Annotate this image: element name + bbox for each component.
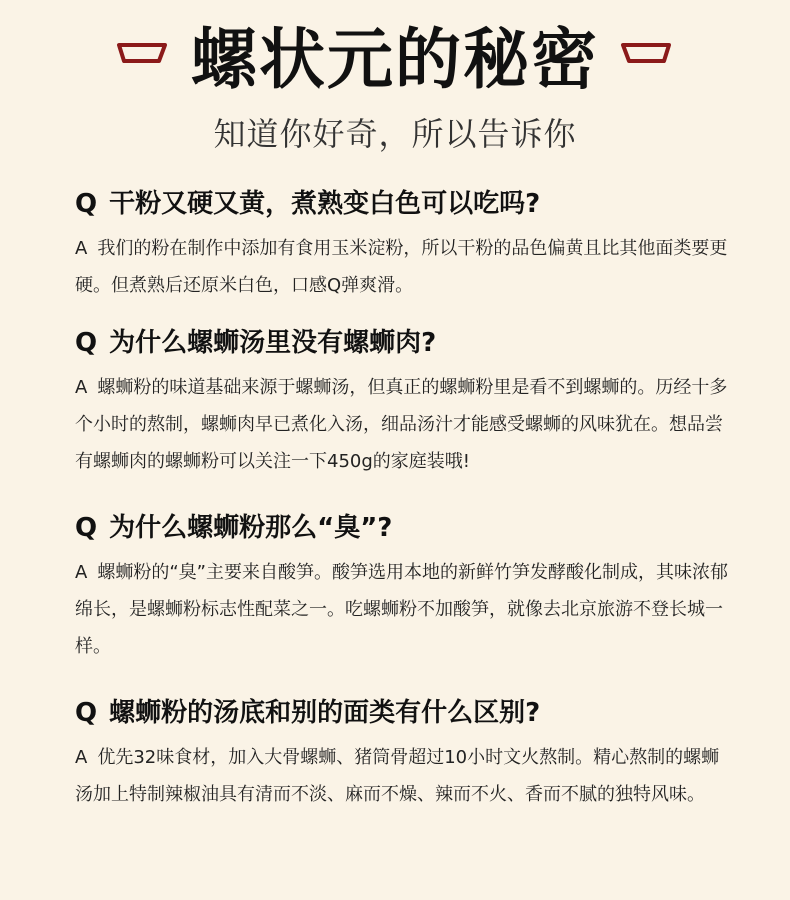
answer <box>75 369 735 480</box>
answer-marker: A <box>75 377 88 398</box>
answer-text: 螺蛳粉的味道基础来源于螺蛳汤，但真正的螺蛳粉里是看不到螺蛳的。历经十多个小时的熬制，螺蛳肉早已煮化入汤，细品汤汁才能感受螺蛳的风味犹在。想品尝有螺蛳肉的螺蛳粉可以关注一下450g的家庭装哦! <box>75 377 728 472</box>
right-ribbon-icon <box>620 40 672 66</box>
answer <box>75 739 735 813</box>
question <box>75 510 735 546</box>
answer-marker: A <box>75 747 88 768</box>
question-text: 为什么螺蛳粉那么“臭”? <box>109 513 393 543</box>
answer-text: 螺蛳粉的“臭”主要来自酸笋。酸笋选用本地的新鲜竹笋发酵酸化制成，其味浓郁绵长，是螺蛳粉标志性配菜之一。吃螺蛳粉不加酸笋，就像去北京旅游不登长城一样。 <box>75 562 728 657</box>
answer-marker: A <box>75 562 88 583</box>
answer-marker: A <box>75 238 88 259</box>
page-title: 螺状元的秘密 <box>191 21 599 98</box>
question-marker: Q <box>75 698 98 728</box>
faq-item-4 <box>75 695 735 813</box>
question-marker: Q <box>75 328 98 358</box>
answer-text: 我们的粉在制作中添加有食用玉米淀粉，所以干粉的品色偏黄且比其他面类要更硬。但煮熟后还原米白色，口感Q弹爽滑。 <box>75 238 728 296</box>
header <box>0 0 790 110</box>
question-marker: Q <box>75 189 98 219</box>
question <box>75 695 735 731</box>
question-marker: Q <box>75 513 98 543</box>
faq-item-3 <box>75 510 735 665</box>
question-text: 螺蛳粉的汤底和别的面类有什么区别? <box>109 698 541 728</box>
page-subtitle: 知道你好奇，所以告诉你 <box>213 115 577 153</box>
answer <box>75 554 735 665</box>
question <box>75 186 735 222</box>
faq-item-2 <box>75 325 735 480</box>
answer-text: 优先32味食材，加入大骨螺蛳、猪筒骨超过10小时文火熬制。精心熬制的螺蛳汤加上特制辣椒油具有清而不淡、麻而不燥、辣而不火、香而不腻的独特风味。 <box>75 747 720 805</box>
question-text: 为什么螺蛳汤里没有螺蛳肉? <box>109 328 437 358</box>
answer <box>75 230 735 304</box>
faq-item-1 <box>75 186 735 304</box>
question <box>75 325 735 361</box>
question-text: 干粉又硬又黄，煮熟变白色可以吃吗? <box>109 189 541 219</box>
